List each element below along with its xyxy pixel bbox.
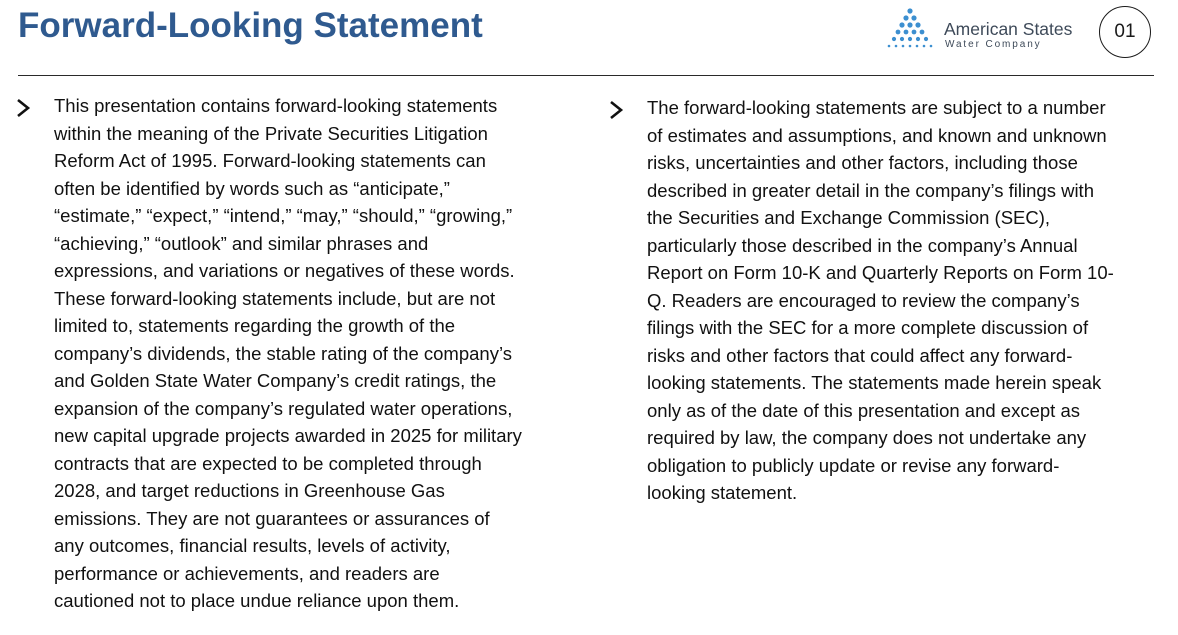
text-line: emissions. They are not guarantees or assurances of xyxy=(54,507,490,529)
chevron-right-icon xyxy=(607,99,625,121)
text-line: required by law, the company does not undertake any xyxy=(647,427,1087,448)
text-line: expressions, and variations or negatives of these words. xyxy=(54,260,515,281)
text-line: limited to, statements regarding the growth of the xyxy=(54,315,456,336)
text-line: Q. Readers are encouraged to review the company’s xyxy=(647,289,1080,311)
right-paragraph xyxy=(647,94,1177,507)
text-line: particularly those described in the company’s Annual xyxy=(647,234,1078,256)
text-line: looking statement. xyxy=(647,482,798,503)
text-line: expansion of the company’s regulated water operations, xyxy=(54,397,513,419)
text-line: obligation to publicly update or revise any forward- xyxy=(647,454,1060,476)
text-line: cautioned not to place undue reliance upon them. xyxy=(54,590,460,611)
text-line: risks and other factors that could affect any forward- xyxy=(647,344,1073,366)
text-line: and Golden State Water Company’s credit ratings, the xyxy=(54,370,497,391)
text-line: contracts that are expected to be completed through xyxy=(54,452,482,474)
header-divider xyxy=(18,75,1154,76)
logo-company-name: American States xyxy=(944,19,1073,39)
text-line: filings with the SEC for a more complete discussion of xyxy=(647,317,1089,338)
logo-company-subtitle: Water Company xyxy=(945,39,1042,50)
text-line: new capital upgrade projects awarded in 2025 for military xyxy=(54,425,522,446)
chevron-right-icon xyxy=(14,97,32,119)
text-line: The forward-looking statements are subject to a number xyxy=(647,97,1106,118)
text-line: company’s dividends, the stable rating of the company’s xyxy=(54,342,512,364)
text-line: performance or achievements, and readers are xyxy=(54,562,440,584)
text-line: risks, uncertainties and other factors, including those xyxy=(647,152,1078,173)
text-line: only as of the date of this presentation and except as xyxy=(647,399,1080,421)
page-title: Forward-Looking Statement xyxy=(18,6,483,45)
left-paragraph xyxy=(54,92,584,615)
text-line: Report on Form 10-K and Quarterly Reports on Form 10- xyxy=(647,262,1114,283)
text-line: often be identified by words such as “anticipate,” xyxy=(54,177,450,199)
company-logo xyxy=(884,8,1084,52)
page-number: 01 xyxy=(1114,21,1136,42)
water-drops-icon xyxy=(884,8,940,52)
text-line: These forward-looking statements include, but are not xyxy=(54,287,496,309)
text-line: any outcomes, financial results, levels of activity, xyxy=(54,535,451,556)
text-line: “estimate,” “expect,” “intend,” “may,” “should,” “growing,” xyxy=(54,205,513,226)
text-line: This presentation contains forward-looking statements xyxy=(54,95,498,116)
text-line: 2028, and target reductions in Greenhouse Gas xyxy=(54,480,445,501)
page-number-badge xyxy=(1099,6,1151,58)
text-line: described in greater detail in the company’s filings with xyxy=(647,179,1094,201)
text-line: Reform Act of 1995. Forward-looking statements can xyxy=(54,150,486,171)
text-line: looking statements. The statements made herein speak xyxy=(647,372,1102,393)
text-line: of estimates and assumptions, and known and unknown xyxy=(647,124,1107,146)
text-line: within the meaning of the Private Securities Litigation xyxy=(54,122,488,144)
text-line: the Securities and Exchange Commission (SEC), xyxy=(647,207,1051,228)
text-line: “achieving,” “outlook” and similar phrases and xyxy=(54,232,429,254)
